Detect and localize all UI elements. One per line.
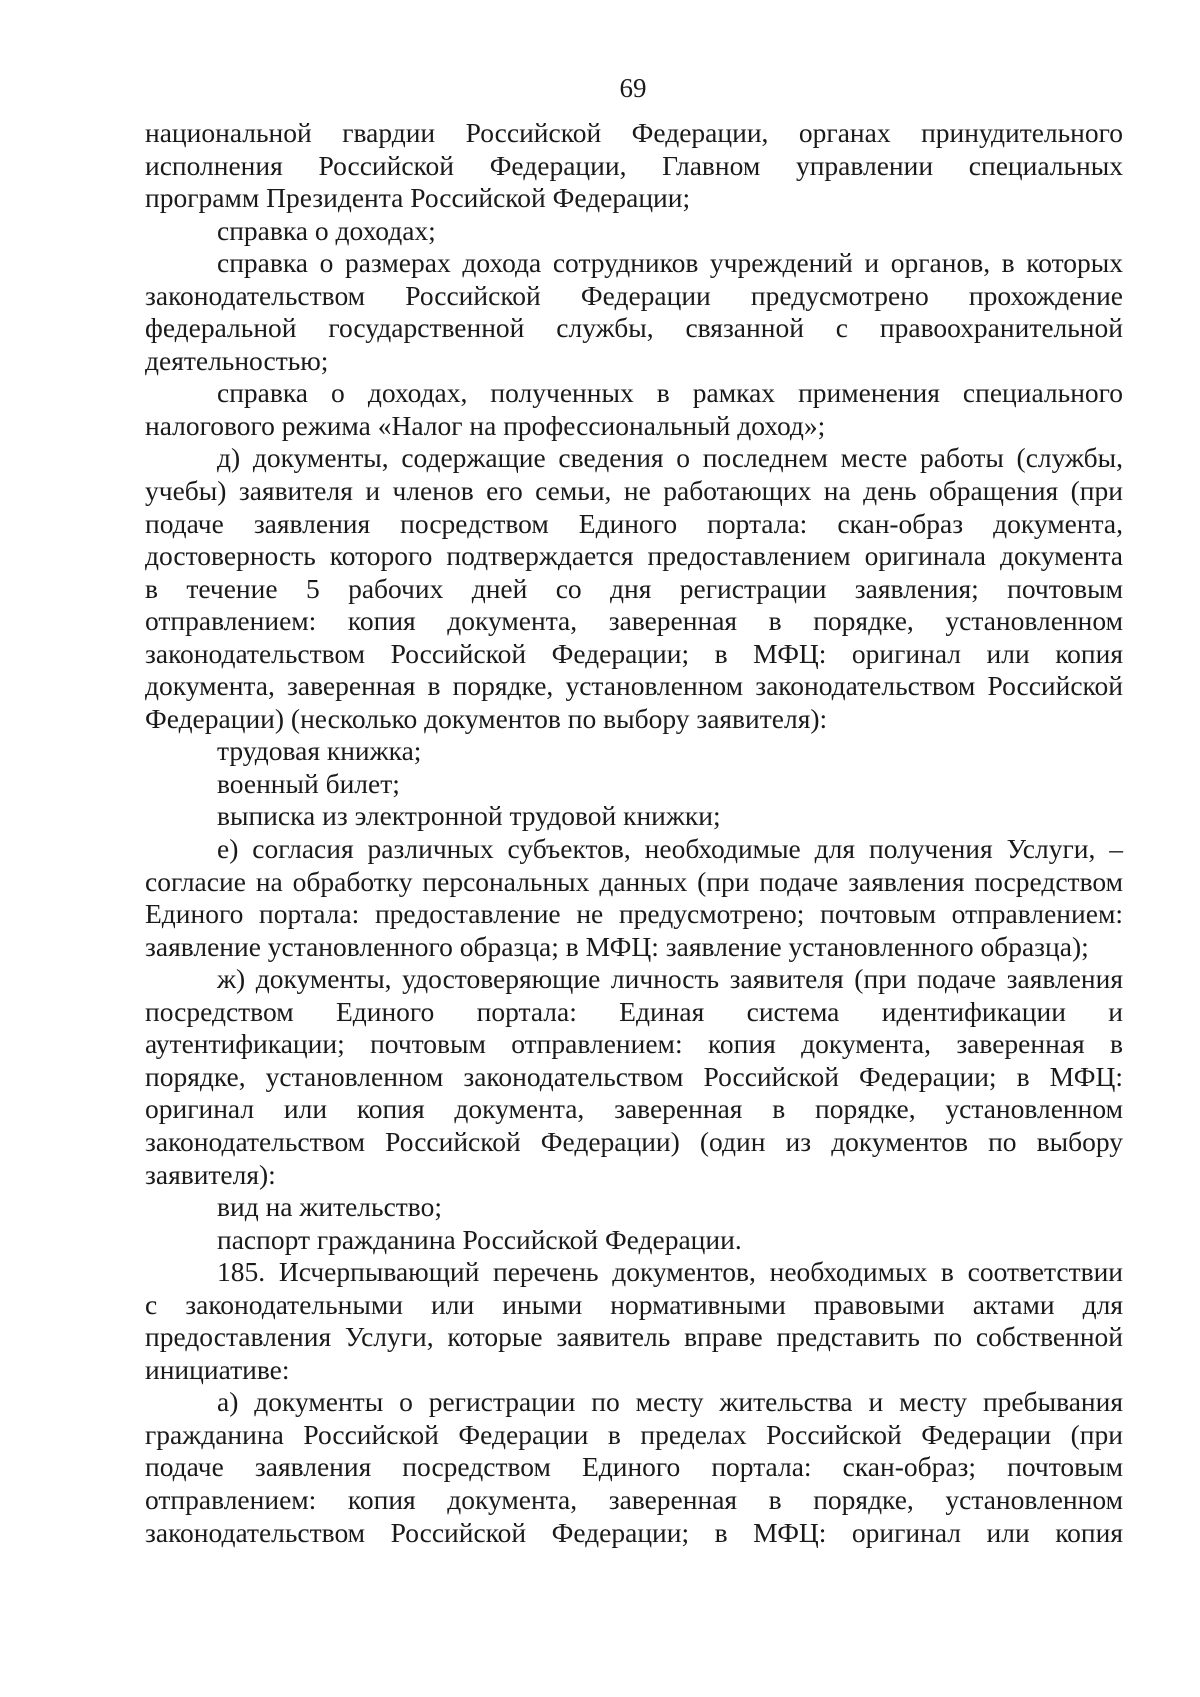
text-line: в течение 5 рабочих дней со дня регистрации заявления; почтовым bbox=[145, 572, 1123, 604]
text-line: Федерации) (несколько документов по выбору заявителя): bbox=[145, 702, 828, 734]
text-line: достоверность которого подтверждается предоставлением оригинала документа bbox=[145, 540, 1123, 572]
text-line: национальной гвардии Российской Федерации, органах принудительного bbox=[145, 117, 1123, 148]
text-line: трудовая книжка; bbox=[217, 735, 422, 767]
text-line: д) документы, содержащие сведения о последнем месте работы (службы, bbox=[217, 442, 1123, 474]
text-line: выписка из электронной трудовой книжки; bbox=[217, 800, 721, 832]
text-line: законодательством Российской Федерации предусмотрено прохождение bbox=[145, 279, 1123, 311]
text-line: вид на жительство; bbox=[217, 1191, 442, 1223]
text-line: е) согласия различных субъектов, необходимые для получения Услуги, – bbox=[217, 833, 1123, 865]
text-line: учебы) заявителя и членов его семьи, не работающих на день обращения (при bbox=[145, 475, 1123, 507]
text-line: порядке, установленном законодательством Российской Федерации; в МФЦ: bbox=[145, 1060, 1123, 1092]
text-line: гражданина Российской Федерации в пределах Российской Федерации (при bbox=[145, 1418, 1123, 1450]
text-line: инициативе: bbox=[145, 1353, 290, 1385]
text-line: законодательством Российской Федерации; в МФЦ: оригинал или копия bbox=[145, 637, 1123, 669]
text-line: справка о размерах дохода сотрудников учреждений и органов, в которых bbox=[217, 247, 1123, 279]
text-line: подаче заявления посредством Единого портала: скан-образ; почтовым bbox=[145, 1451, 1123, 1483]
text-line: налогового режима «Налог на профессиональный доход»; bbox=[145, 409, 826, 441]
text-line: отправлением: копия документа, заверенная в порядке, установленном bbox=[145, 605, 1123, 637]
text-line: законодательством Российской Федерации; в МФЦ: оригинал или копия bbox=[145, 1516, 1123, 1548]
text-line: отправлением: копия документа, заверенная в порядке, установленном bbox=[145, 1483, 1123, 1515]
text-line: ж) документы, удостоверяющие личность заявителя (при подаче заявления bbox=[217, 963, 1123, 995]
text-line: посредством Единого портала: Единая система идентификации и bbox=[145, 995, 1123, 1027]
text-line: деятельностью; bbox=[145, 344, 329, 376]
text-line: документа, заверенная в порядке, установленном законодательством Российской bbox=[145, 670, 1123, 702]
page-number: 69 bbox=[619, 73, 647, 103]
text-line: военный билет; bbox=[217, 767, 400, 799]
text-line: справка о доходах, полученных в рамках применения специального bbox=[217, 377, 1123, 409]
text-line: законодательством Российской Федерации) (один из документов по выбору bbox=[145, 1125, 1123, 1157]
text-line: заявление установленного образца; в МФЦ: заявление установленного образца); bbox=[145, 930, 1089, 962]
text-line: заявителя): bbox=[145, 1158, 276, 1190]
text-line: аутентификации; почтовым отправлением: копия документа, заверенная в bbox=[145, 1028, 1123, 1060]
text-line: 185. Исчерпывающий перечень документов, необходимых в соответствии bbox=[217, 1256, 1123, 1288]
text-line: согласие на обработку персональных данных (при подаче заявления посредством bbox=[145, 865, 1123, 897]
text-line: справка о доходах; bbox=[217, 214, 436, 246]
text-line: программ Президента Российской Федерации; bbox=[145, 182, 691, 214]
text-line: Единого портала: предоставление не предусмотрено; почтовым отправлением: bbox=[145, 898, 1123, 930]
document-body bbox=[145, 117, 1123, 1549]
text-line: а) документы о регистрации по месту жительства и месту пребывания bbox=[217, 1386, 1123, 1418]
text-line: федеральной государственной службы, связанной с правоохранительной bbox=[145, 312, 1123, 344]
text-line: исполнения Российской Федерации, Главном управлении специальных bbox=[145, 149, 1123, 181]
text-line: с законодательными или иными нормативными правовыми актами для bbox=[145, 1288, 1123, 1320]
text-line: подаче заявления посредством Единого портала: скан-образ документа, bbox=[145, 507, 1123, 539]
text-line: оригинал или копия документа, заверенная в порядке, установленном bbox=[145, 1093, 1123, 1125]
text-line: предоставления Услуги, которые заявитель вправе представить по собственной bbox=[145, 1321, 1123, 1353]
text-line: паспорт гражданина Российской Федерации. bbox=[217, 1223, 742, 1255]
